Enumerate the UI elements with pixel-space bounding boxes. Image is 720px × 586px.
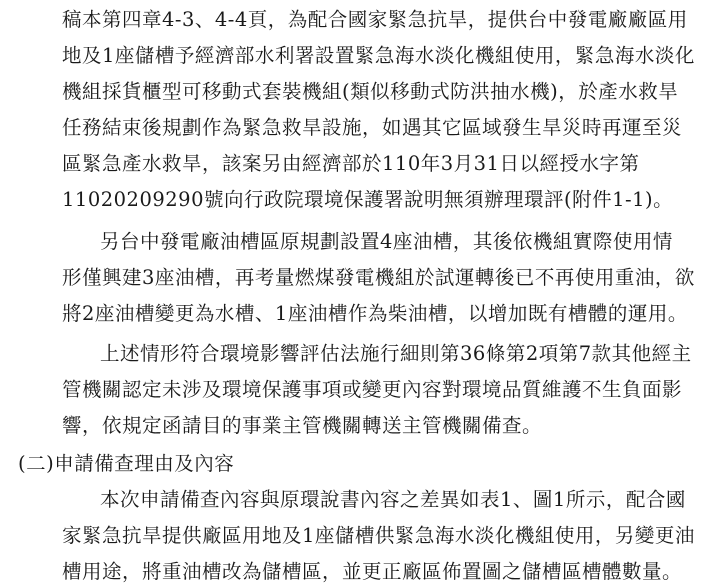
paragraph-1-line-3: 機組採貨櫃型可移動式套裝機組(類似移動式防洪抽水機)，於產水救旱	[62, 80, 679, 103]
paragraph-1-line-1: 稿本第四章4-3、4-4頁，為配合國家緊急抗旱，提供台中發電廠廠區用	[62, 8, 688, 31]
paragraph-1-line-5: 區緊急產水救旱，該案另由經濟部於110年3月31日以經授水字第	[62, 152, 640, 175]
paragraph-2-line-1: 另台中發電廠油槽區原規劃設置4座油槽，其後依機組實際使用情	[100, 230, 673, 253]
paragraph-3-line-3: 響，依規定函請目的事業主管機關轉送主管機關備查。	[62, 414, 543, 437]
paragraph-3-line-1: 上述情形符合環境影響評估法施行細則第36條第2項第7款其他經主	[100, 342, 692, 365]
section-heading: (二)申請備查理由及內容	[18, 452, 235, 475]
paragraph-2-line-2: 形僅興建3座油槽，再考量燃煤發電機組於試運轉後已不再使用重油，欲	[62, 266, 695, 289]
paragraph-2-line-3: 將2座油槽變更為水槽、1座油槽作為柴油槽，以增加既有槽體的運用。	[62, 302, 688, 325]
paragraph-4-line-2: 家緊急抗旱提供廠區用地及1座儲槽供緊急海水淡化機組使用，另變更油	[62, 524, 695, 547]
paragraph-3-line-2: 管機關認定未涉及環境保護事項或變更內容對環境品質維護不生負面影	[62, 378, 683, 401]
paragraph-4-line-3: 槽用途，將重油槽改為儲槽區，並更正廠區佈置圖之儲槽區槽體數量。	[62, 560, 683, 583]
paragraph-1-line-2: 地及1座儲槽予經濟部水利署設置緊急海水淡化機組使用，緊急海水淡化	[62, 44, 695, 67]
paragraph-4-line-1: 本次申請備查內容與原環說書內容之差異如表1、圖1所示，配合國	[100, 488, 686, 511]
paragraph-1-line-4: 任務結束後規劃作為緊急救旱設施，如遇其它區域發生旱災時再運至災	[62, 116, 683, 139]
paragraph-1-line-6: 11020209290號向行政院環境保護署說明無須辦理環評(附件1-1)。	[62, 188, 674, 211]
